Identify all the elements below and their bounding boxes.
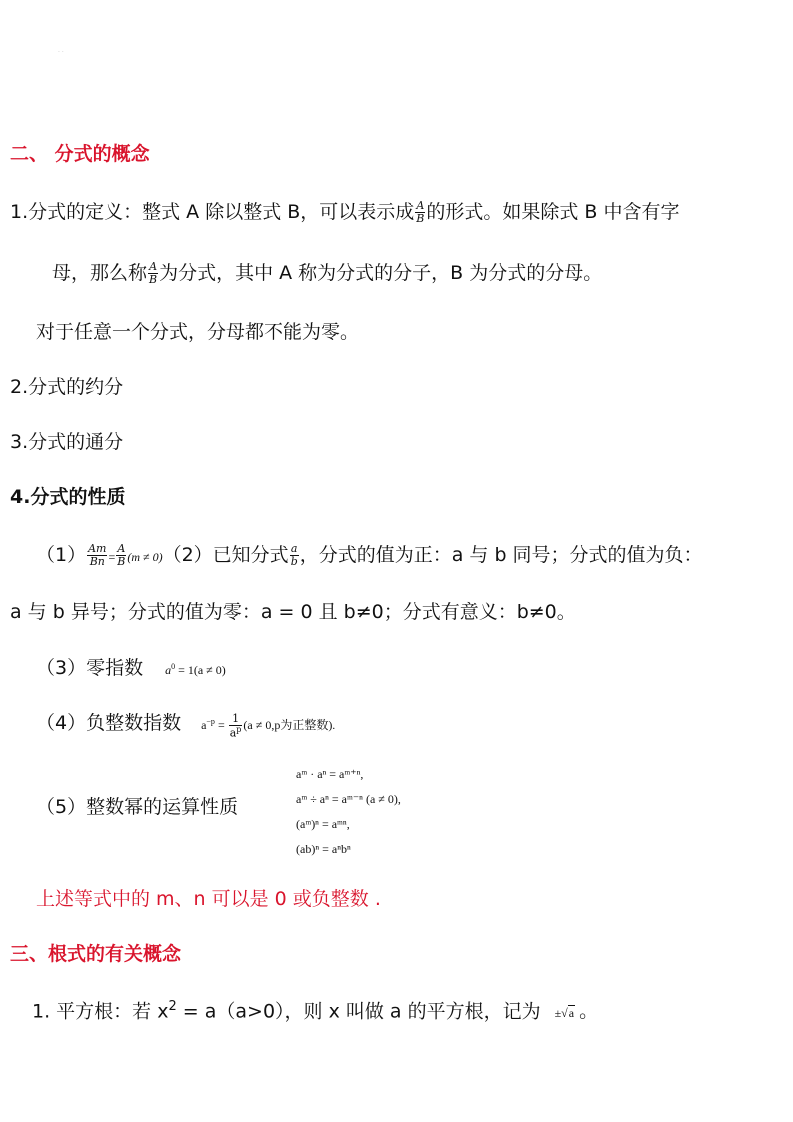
power-rule-2: aᵐ ÷ aⁿ = aᵐ⁻ⁿ (a ≠ 0), [296, 792, 401, 806]
square-root-text-b: = a（a>0），则 x 叫做 a 的平方根，记为 [176, 1000, 541, 1023]
power-rule-4: (ab)ⁿ = aⁿbⁿ [296, 842, 351, 856]
fraction-numerator: 1 [229, 713, 243, 726]
fraction-1-over-ap [229, 713, 243, 740]
property-1-label: （1） [36, 544, 87, 567]
property-2-label: （2）已知分式 [162, 544, 289, 567]
item-properties: 4.分式的性质 [10, 486, 126, 508]
definition-line-2 [52, 261, 602, 286]
square-exponent: 2 [168, 999, 177, 1014]
negative-exponent-formula [201, 712, 336, 740]
sqrt-icon: √ [561, 1006, 568, 1021]
fraction-a-over-b-lower [290, 543, 299, 568]
property-3-line [36, 659, 226, 678]
zero-exponent-formula [165, 663, 226, 677]
fraction-denominator: B [117, 555, 126, 569]
plus-minus-sign: ± [554, 1006, 562, 1021]
fraction-denominator: B [416, 212, 425, 226]
plus-minus-sqrt-a [555, 1006, 576, 1020]
fraction-numerator: A [149, 260, 158, 273]
definition-text-c: 母，那么称 [52, 262, 148, 285]
fraction-a-over-b-3 [116, 543, 126, 568]
section-2-heading: 二、 分式的概念 [10, 143, 150, 165]
definition-text-a: 1.分式的定义：整式 A 除以整式 B，可以表示成 [10, 201, 415, 224]
fraction-numerator: A [416, 199, 425, 212]
definition-line-1 [10, 200, 680, 225]
fraction-denominator: B [149, 273, 158, 287]
definition-text-b: 的形式。如果除式 B 中含有字 [426, 201, 680, 224]
square-root-line [32, 1000, 598, 1021]
period: 。 [579, 1000, 599, 1023]
fraction-numerator: A [117, 542, 126, 555]
base: a [201, 718, 207, 733]
fraction-denominator: b [290, 555, 298, 569]
property-2-text: ，分式的值为正：a 与 b 同号；分式的值为负： [299, 544, 703, 567]
item-common-denominator: 3.分式的通分 [10, 431, 124, 453]
fraction-numerator: a [290, 542, 298, 555]
radicand: a [568, 1006, 575, 1021]
power-rule-3: (aᵐ)ⁿ = aᵐⁿ, [296, 817, 350, 831]
exponent-note: 上述等式中的 m、n 可以是 0 或负整数 . [36, 888, 381, 910]
formula-rest: = 1(a ≠ 0) [175, 663, 226, 677]
fraction-denominator [229, 726, 243, 740]
section-3-heading: 三、根式的有关概念 [10, 943, 182, 965]
exponent: 0 [171, 662, 176, 671]
definition-line-3: 对于任意一个分式，分母都不能为零。 [36, 321, 360, 343]
property-4-line [36, 713, 335, 740]
base: a [165, 663, 172, 677]
definition-text-d: 为分式，其中 A 称为分式的分子，B 为分式的分母。 [159, 262, 603, 285]
power-rule-1: aᵐ · aⁿ = aᵐ⁺ⁿ, [296, 767, 364, 781]
scan-mark: . . [58, 47, 64, 54]
fraction-a-over-b-2 [148, 261, 158, 286]
exponent: p [236, 725, 242, 735]
base: a [229, 726, 237, 740]
formula-rest: (a ≠ 0,p为正整数). [243, 718, 336, 733]
equals-sign: = [108, 550, 116, 565]
fraction-am-over-bn [87, 543, 107, 568]
fraction-numerator: Am [88, 542, 107, 555]
condition-m-nonzero: (m ≠ 0) [127, 550, 163, 565]
property-line-1-2 [36, 543, 703, 568]
property-5-label: （5）整数幂的运算性质 [36, 796, 239, 818]
fraction-denominator: Bn [89, 555, 105, 569]
square-root-text-a: 1. 平方根：若 x [32, 1000, 169, 1023]
item-reduction: 2.分式的约分 [10, 376, 124, 398]
fraction-a-over-b [415, 200, 425, 225]
property-3-label: （3）零指数 [36, 657, 144, 679]
property-4-label: （4）负整数指数 [36, 712, 182, 735]
property-2-continued: a 与 b 异号；分式的值为零：a = 0 且 b≠0；分式有意义：b≠0。 [10, 601, 576, 623]
exponent: −p [206, 717, 215, 727]
equals-sign: = [214, 718, 228, 733]
